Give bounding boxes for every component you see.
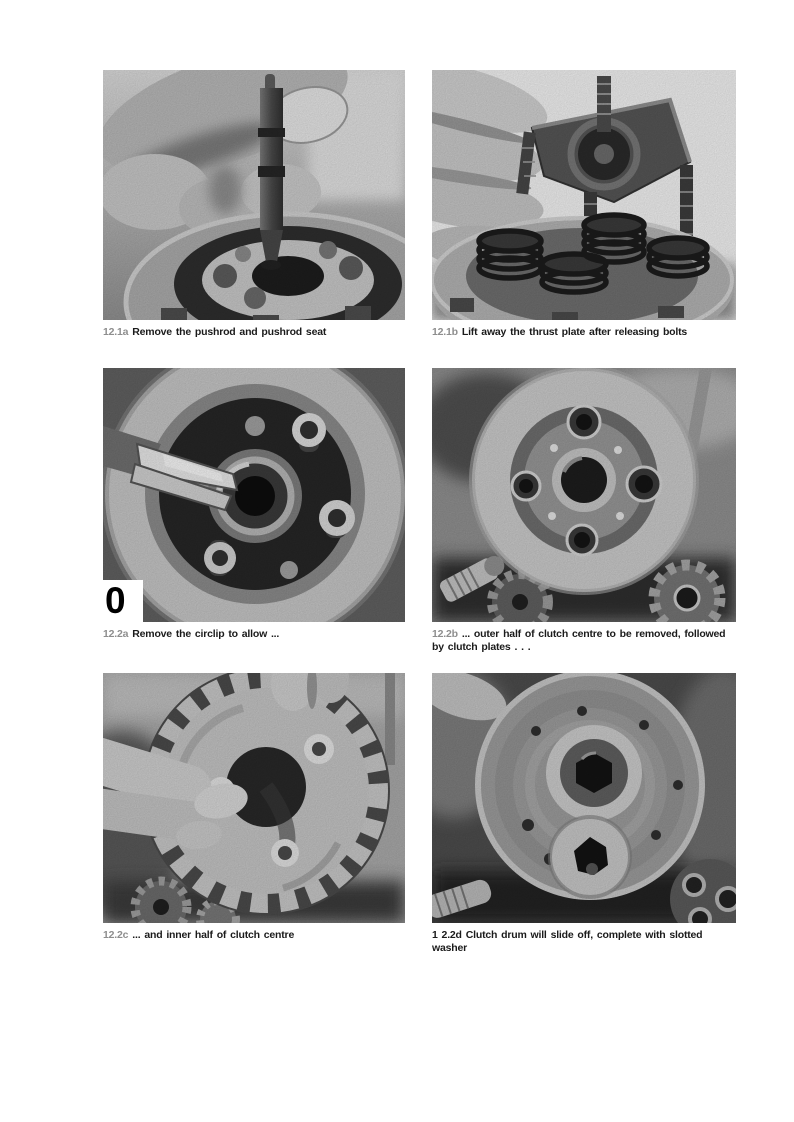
photo-12-2b <box>432 368 736 622</box>
figure-number: 12.2c <box>103 929 129 941</box>
printed-zero-artifact: 0 <box>103 580 143 622</box>
photo-illustration-12-1a <box>103 70 405 320</box>
figure-12-2d <box>432 673 736 955</box>
figure-number: 12.2a <box>103 628 129 640</box>
caption-12-1b <box>432 326 736 339</box>
caption-12-2b <box>432 628 736 654</box>
figure-number: 12.1a <box>103 326 129 338</box>
caption-12-2d <box>432 929 736 955</box>
photo-illustration-12-2b <box>432 368 736 622</box>
figure-number: 12.1b <box>432 326 458 338</box>
figure-12-1a <box>103 70 405 339</box>
figure-number: 12.2b <box>432 628 458 640</box>
figure-12-2b <box>432 368 736 654</box>
figure-12-2c <box>103 673 405 942</box>
figure-12-1b <box>432 70 736 339</box>
caption-text: ... outer half of clutch centre to be removed, followed by clutch plates . . . <box>432 628 726 653</box>
caption-12-2c <box>103 929 405 942</box>
caption-12-1a <box>103 326 405 339</box>
caption-text: ... and inner half of clutch centre <box>132 929 295 941</box>
figure-number: 1 2.2d <box>432 929 462 941</box>
photo-12-2c <box>103 673 405 923</box>
photo-illustration-12-2a <box>103 368 405 622</box>
caption-text: Remove the pushrod and pushrod seat <box>132 326 327 338</box>
photo-illustration-12-2c <box>103 673 405 923</box>
caption-text: Lift away the thrust plate after releasing bolts <box>461 326 688 338</box>
photo-illustration-12-2d <box>432 673 736 923</box>
photo-illustration-12-1b <box>432 70 736 320</box>
photo-12-1a <box>103 70 405 320</box>
caption-text: Clutch drum will slide off, complete with slotted washer <box>432 929 703 954</box>
photo-12-2d <box>432 673 736 923</box>
photo-12-2a <box>103 368 405 622</box>
figure-12-2a <box>103 368 405 641</box>
photo-12-1b <box>432 70 736 320</box>
caption-12-2a <box>103 628 405 641</box>
caption-text: Remove the circlip to allow ... <box>132 628 280 640</box>
